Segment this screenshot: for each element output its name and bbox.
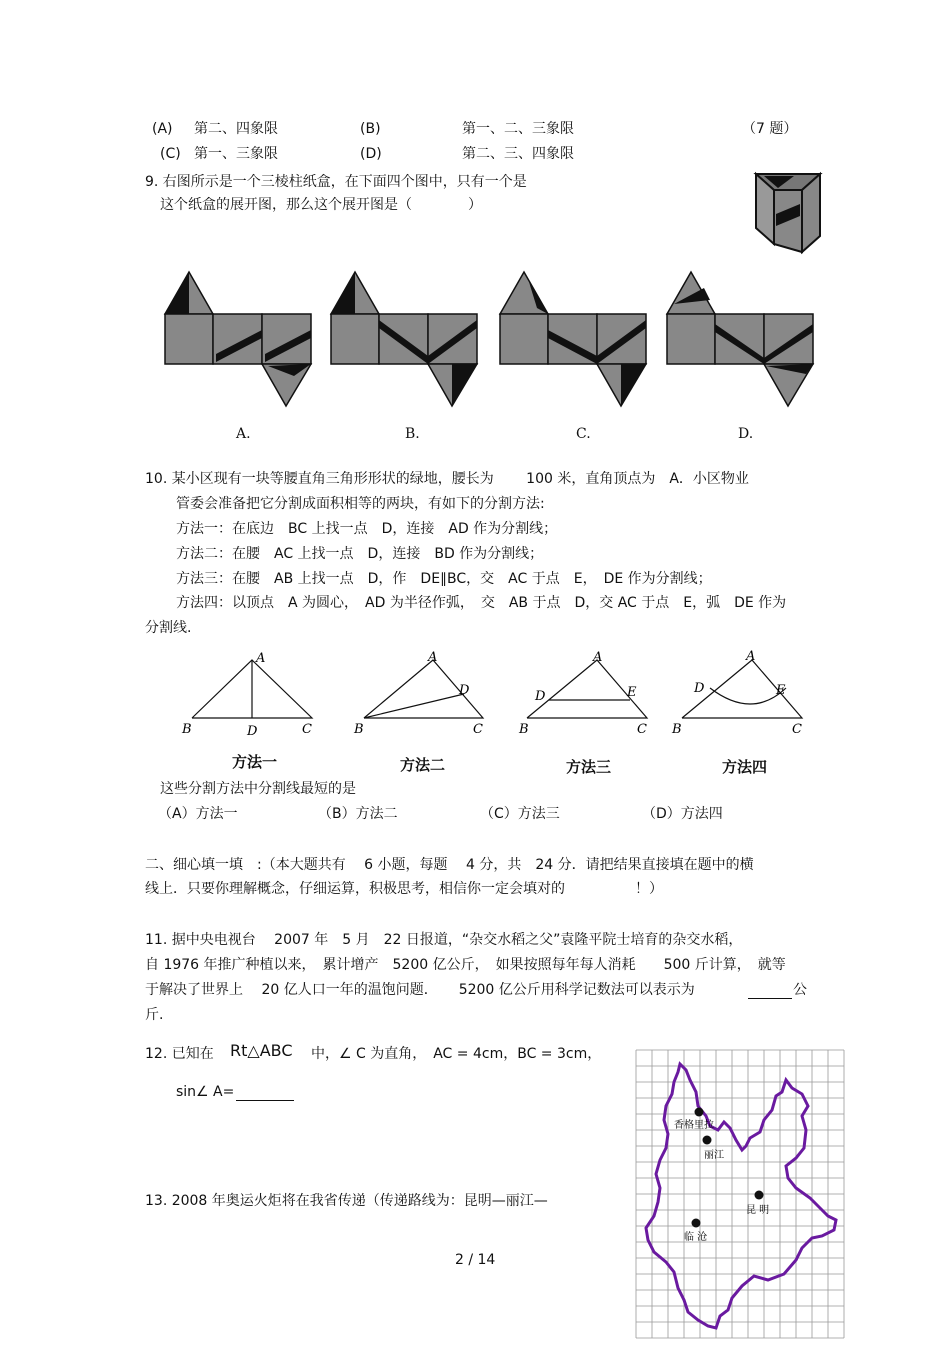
vertex-d-label: D [247, 724, 258, 739]
q8-option-d-text: 第二、三、四象限 [462, 146, 574, 162]
vertex-d-label: D [694, 681, 705, 696]
city-dot-lincang [692, 1219, 701, 1228]
vertex-c-label: C [792, 722, 802, 737]
vertex-d-label: D [459, 683, 470, 698]
q10-line-1: 10. 某小区现有一块等腰直角三角形形状的绿地，腰长为 100 米，直角顶点为 A．小区物业 [145, 471, 749, 487]
q12-prefix: 12. 已知在 [145, 1046, 214, 1062]
city-label-lijiang: 丽江 [704, 1150, 724, 1161]
q13-line-1: 13. 2008 年奥运火炬将在我省传递（传递路线为：昆明—丽江— [145, 1193, 548, 1209]
vertex-a-label: A [428, 650, 438, 665]
city-dot-kunming [755, 1191, 764, 1200]
vertex-a-label: A [593, 650, 603, 665]
net-option-c [499, 270, 649, 408]
net-option-a [164, 270, 314, 408]
q10-question: 这些分割方法中分割线最短的是 [160, 781, 356, 797]
city-dot-shangrila [695, 1108, 704, 1117]
vertex-b-label: B [519, 722, 529, 737]
vertex-b-label: B [182, 722, 192, 737]
vertex-c-label: C [302, 722, 312, 737]
caption-method-2: 方法二 [400, 756, 446, 774]
yunnan-map [636, 1050, 856, 1340]
page-number: 2 / 14 [455, 1252, 496, 1268]
city-label-lincang: 临 沧 [684, 1232, 708, 1243]
city-label-shangrila: 香格里拉 [674, 1120, 714, 1131]
q10-method-4-end: 分割线. [145, 620, 192, 636]
q8-option-a-label: (A) [152, 121, 173, 137]
q8-option-c-label: (C) [160, 146, 181, 162]
q10-option-c: （C）方法三 [480, 806, 560, 822]
q12-suffix: 中，∠ C 为直角， AC = 4cm，BC = 3cm， [311, 1046, 602, 1062]
vertex-b-label: B [354, 722, 364, 737]
vertex-b-label: B [672, 722, 682, 737]
vertex-d-label: D [535, 689, 546, 704]
caption-method-4: 方法四 [722, 758, 768, 776]
q10-option-b: （B）方法二 [318, 806, 398, 822]
triangle-method-1 [180, 648, 330, 738]
section2-line-1: 二、细心填一填 :（本大题共有 6 小题，每题 4 分，共 24 分．请把结果直接填在题中的横 [145, 857, 754, 873]
triangle-method-3 [515, 648, 665, 738]
q9-line-1: 9. 右图所示是一个三棱柱纸盒，在下面四个图中，只有一个是 [145, 174, 527, 190]
q11-line-3: 于解决了世界上 20 亿人口一年的温饱问题． 5200 亿公斤用科学记数法可以表示为 [145, 982, 695, 998]
vertex-e-label: E [776, 683, 786, 698]
net-label-b: B. [405, 426, 420, 442]
q10-option-d: （D）方法四 [642, 806, 723, 822]
q10-method-2: 方法二：在腰 AC 上找一点 D，连接 BD 作为分割线； [176, 546, 544, 562]
q12-line-2: sin∠ A= [176, 1084, 235, 1100]
vertex-c-label: C [637, 722, 647, 737]
net-label-a: A. [236, 426, 251, 442]
city-dot-lijiang [703, 1136, 712, 1145]
q9-line-2: 这个纸盒的展开图，那么这个展开图是（ ） [160, 197, 482, 213]
q10-line-2: 管委会准备把它分割成面积相等的两块，有如下的分割方法: [176, 496, 545, 512]
triangle-method-2 [350, 648, 500, 738]
net-option-b [330, 270, 480, 408]
q12-answer-blank[interactable] [236, 1086, 294, 1101]
net-option-d [666, 270, 816, 408]
vertex-c-label: C [473, 722, 483, 737]
q8-option-d-label: (D) [360, 146, 382, 162]
province-outline [646, 1064, 836, 1328]
q12-triangle: Rt△ABC [230, 1041, 293, 1060]
q8-option-b-text: 第一、二、三象限 [462, 121, 574, 137]
q11-answer-blank[interactable] [748, 984, 792, 999]
vertex-e-label: E [627, 685, 637, 700]
map-grid [636, 1050, 844, 1338]
section2-line-2: 线上．只要你理解概念，仔细运算，积极思考，相信你一定会填对的 ！） [145, 881, 663, 897]
q8-option-c-text: 第一、三象限 [194, 146, 278, 162]
q11-line-2: 自 1976 年推广种植以来， 累计增产 5200 亿公斤， 如果按照每年每人消耗 500 斤计算， 就等 [145, 957, 786, 973]
q10-method-1: 方法一：在底边 BC 上找一点 D，连接 AD 作为分割线； [176, 521, 558, 537]
q10-method-3: 方法三：在腰 AB 上找一点 D，作 DE∥BC，交 AC 于点 E， DE 作为分割线； [176, 571, 712, 587]
caption-method-3: 方法三 [566, 758, 612, 776]
net-label-c: C. [576, 426, 591, 442]
q10-option-a: （A）方法一 [158, 806, 238, 822]
vertex-a-label: A [256, 651, 266, 666]
q10-method-4: 方法四：以顶点 A 为圆心， AD 为半径作弧， 交 AB 于点 D，交 AC 于点 E，弧 DE 作为 [176, 595, 787, 611]
q11-line-1: 11. 据中央电视台 2007 年 5 月 22 日报道，“杂交水稻之父”袁隆平院士培育的杂交水稻， [145, 932, 743, 948]
q8-option-a-text: 第二、四象限 [194, 121, 278, 137]
net-label-d: D. [738, 426, 754, 442]
triangle-method-4 [670, 648, 820, 738]
vertex-a-label: A [746, 649, 756, 664]
q8-option-b-label: (B) [360, 121, 381, 137]
city-label-kunming: 昆 明 [746, 1205, 770, 1216]
q8-figure-ref: （7 题） [742, 121, 798, 137]
caption-method-1: 方法一 [232, 753, 278, 771]
prism-box-figure [754, 170, 824, 256]
q11-unit: 公 [793, 982, 807, 998]
q11-line-4: 斤. [145, 1007, 164, 1023]
